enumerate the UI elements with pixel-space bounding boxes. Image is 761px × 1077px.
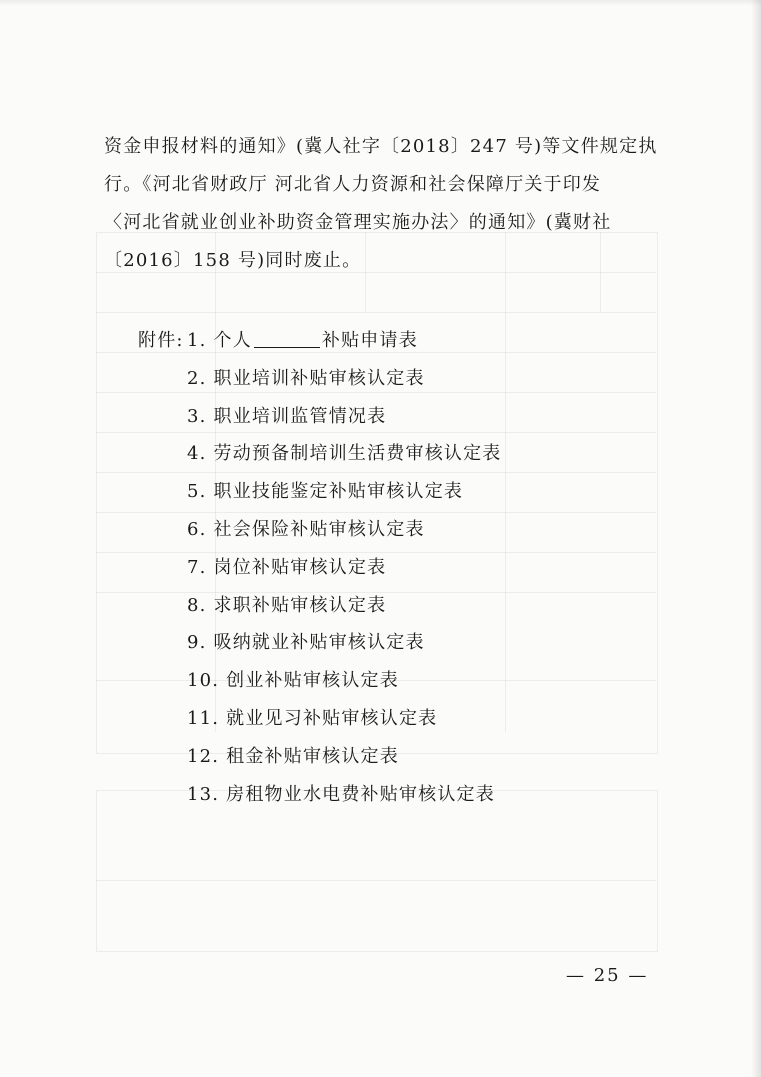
attachment-number: 13. [187, 783, 220, 805]
attachment-item [187, 624, 502, 662]
attachment-text: 个人 [213, 330, 252, 351]
attachment-text: 社会保险补贴审核认定表 [213, 518, 425, 540]
attachment-number: 9. [187, 632, 207, 654]
attachment-item [187, 435, 502, 473]
attachment-number: 8. [187, 594, 207, 616]
attachment-item [187, 322, 502, 360]
attachment-item [187, 473, 502, 511]
attachment-item [187, 549, 502, 587]
paragraph-line: 〈河北省就业创业补助资金管理实施办法〉的通知》(冀财社 [104, 212, 612, 233]
scan-shadow-right [751, 0, 761, 1077]
attachment-text: 吸纳就业补贴审核认定表 [213, 632, 425, 654]
attachment-number: 1. [187, 330, 207, 351]
attachment-item [187, 738, 502, 776]
attachment-number: 5. [187, 481, 207, 503]
attachment-item [187, 662, 502, 700]
paragraph-line: 资金申报材料的通知》(冀人社字〔2018〕247 号)等文件规定执 [104, 136, 658, 157]
attachment-number: 6. [187, 518, 207, 540]
attachment-item [187, 360, 502, 398]
attachment-text: 创业补贴审核认定表 [226, 670, 399, 692]
attachment-number: 7. [187, 556, 207, 578]
attachment-text: 求职补贴审核认定表 [213, 594, 387, 616]
attachment-number: 4. [187, 443, 207, 465]
attachment-number: 2. [187, 367, 207, 389]
attachment-item [187, 398, 502, 436]
attachment-item [187, 587, 502, 625]
attachment-text: 房租物业水电费补贴审核认定表 [226, 783, 495, 805]
attachment-number: 10. [187, 670, 220, 692]
attachment-item [187, 700, 502, 738]
attachment-item [187, 511, 502, 549]
attachment-text: 就业见习补贴审核认定表 [226, 707, 438, 729]
attachments-label: 附件: [138, 330, 184, 351]
attachment-number: 3. [187, 405, 207, 427]
attachment-text: 劳动预备制培训生活费审核认定表 [213, 443, 502, 465]
attachment-text: 补贴申请表 [321, 330, 418, 351]
attachments-list [187, 322, 502, 813]
body-paragraph [104, 128, 664, 280]
scan-shadow-top [0, 0, 761, 6]
attachment-item [187, 776, 502, 814]
attachment-number: 11. [187, 707, 220, 729]
page-number: — 25 — [566, 965, 649, 986]
paragraph-line: 行。《河北省财政厅 河北省人力资源和社会保障厅关于印发 [104, 174, 602, 195]
paragraph-line: 〔2016〕158 号)同时废止。 [104, 250, 362, 271]
attachment-text: 职业培训监管情况表 [213, 405, 387, 427]
attachment-text: 租金补贴审核认定表 [226, 745, 399, 767]
attachment-text: 职业技能鉴定补贴审核认定表 [213, 481, 464, 503]
attachment-number: 12. [187, 745, 220, 767]
attachment-text: 岗位补贴审核认定表 [213, 556, 387, 578]
fill-in-blank [254, 329, 320, 348]
attachment-text: 职业培训补贴审核认定表 [213, 367, 425, 389]
